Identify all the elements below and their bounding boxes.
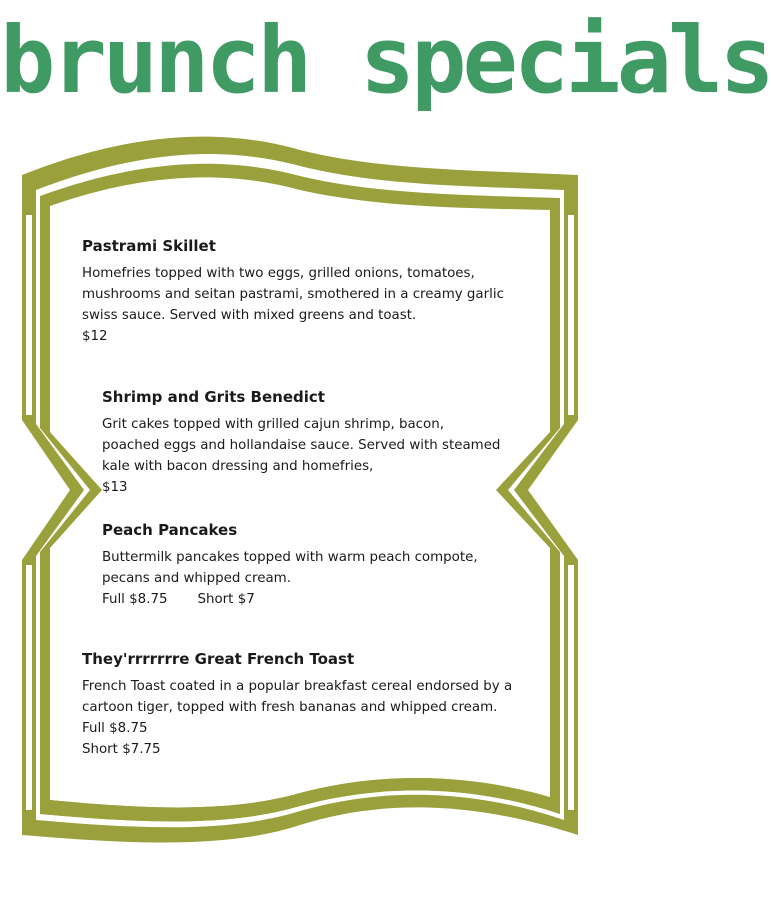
item-price-short: Short $7: [197, 592, 255, 607]
menu-item-french-toast: [82, 650, 532, 760]
item-price-full: Full $8.75: [82, 721, 148, 736]
frame-gap-line-left-top: [26, 215, 32, 415]
frame-gap-line-right-top: [568, 215, 574, 415]
menu-item-peach-pancakes: [102, 521, 522, 610]
frame-gap-line-right-bottom: [568, 565, 574, 810]
item-price-short: Short $7.75: [82, 742, 161, 757]
item-name: Shrimp and Grits Benedict: [102, 388, 325, 406]
item-name: Peach Pancakes: [102, 521, 238, 539]
item-price-row: [102, 589, 522, 610]
menu-item-shrimp-grits: [102, 388, 502, 498]
item-description: French Toast coated in a popular breakfast cereal endorsed by a cartoon tiger, topped with fresh bananas and whipped cream.: [82, 679, 513, 715]
frame-gap-line-left-bottom: [26, 565, 32, 810]
item-price: $13: [102, 480, 128, 495]
page-title: brunch specials: [0, 7, 771, 114]
item-price-full: Full $8.75: [102, 592, 168, 607]
item-description: Buttermilk pancakes topped with warm peach compote, pecans and whipped cream.: [102, 550, 478, 586]
item-description: Grit cakes topped with grilled cajun shrimp, bacon, poached eggs and hollandaise sauce. Served with steamed kale with bacon dressing and homefries,: [102, 417, 501, 474]
item-description: Homefries topped with two eggs, grilled onions, tomatoes, mushrooms and seitan pastrami, smothered in a creamy garlic swiss sauce. Served with mixed greens and toast.: [82, 266, 504, 323]
item-name: Pastrami Skillet: [82, 237, 216, 255]
item-price: $12: [82, 329, 108, 344]
menu-item-pastrami-skillet: [82, 237, 542, 347]
item-name: They'rrrrrrre Great French Toast: [82, 650, 355, 668]
